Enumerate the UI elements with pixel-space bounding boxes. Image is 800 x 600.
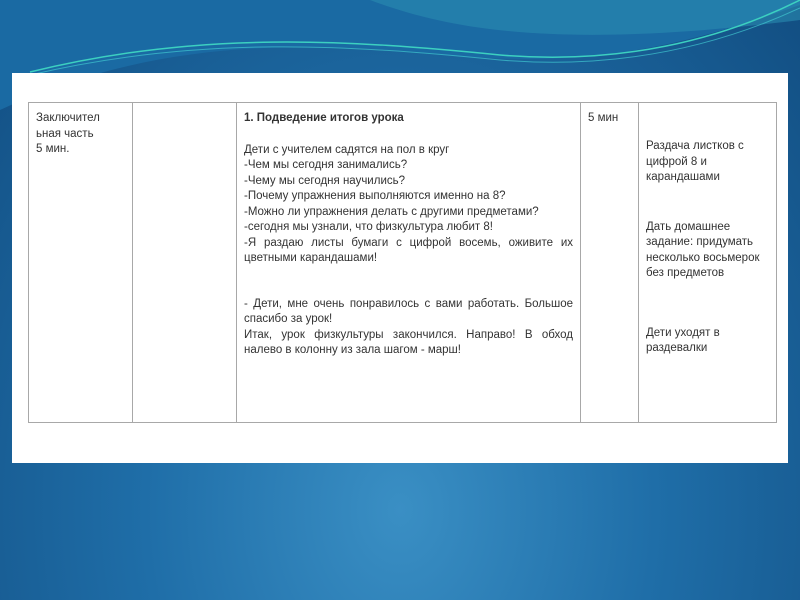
stage-line: Заключител [36, 112, 100, 124]
content-line: Итак, урок физкультуры закончился. Направо! В обход налево в колонну из зала шагом - марш! [244, 328, 573, 356]
table-row [29, 103, 777, 423]
content-line: -Можно ли упражнения делать с другими предметами? [244, 205, 539, 218]
cell-content [237, 103, 581, 423]
cell-notes [639, 103, 777, 423]
section-title: 1. Подведение итогов урока [244, 112, 404, 124]
cell-empty [133, 103, 237, 423]
cell-stage [29, 103, 133, 423]
content-line: -Чему мы сегодня научились? [244, 174, 406, 187]
content-line: - Дети, мне очень понравилось с вами работать. Большое спасибо за урок! [244, 297, 573, 325]
content-line: -Я раздаю листы бумаги с цифрой восемь, оживите их цветными карандашами! [244, 236, 573, 264]
content-line: Дети с учителем садятся на пол в круг [244, 143, 450, 156]
slide-content [12, 73, 788, 463]
lesson-table [28, 102, 777, 423]
stage-line: 5 мин. [36, 143, 70, 155]
cell-duration: 5 мин [581, 103, 639, 423]
note: Дать домашнее задание: придумать несколько восьмерок без предметов [646, 220, 760, 279]
note: Раздача листков с цифрой 8 и карандашами [646, 140, 744, 183]
stage-line: ьная часть [36, 127, 94, 140]
note: Дети уходят в раздевалки [646, 326, 720, 354]
content-line: -Чем мы сегодня занимались? [244, 159, 408, 171]
content-line: -Почему упражнения выполняются именно на 8? [244, 190, 506, 202]
content-line: -сегодня мы узнали, что физкультура любит 8! [244, 221, 493, 233]
